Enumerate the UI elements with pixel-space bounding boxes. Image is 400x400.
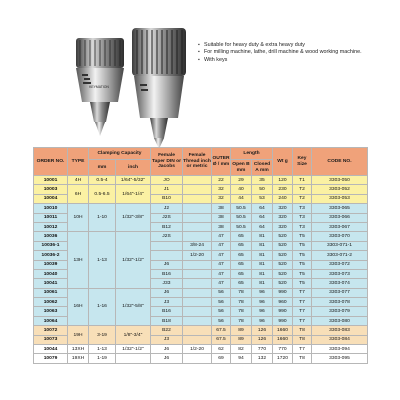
code-cell: 3303-072: [312, 260, 368, 269]
thread-cell: [183, 176, 212, 185]
closed-cell: 81: [252, 251, 273, 260]
code-cell: 3303-073: [312, 269, 368, 278]
inch-cell: [116, 354, 151, 363]
key-cell: T7: [293, 298, 312, 307]
spec-table: [33, 147, 368, 364]
order-no-cell: 10011: [34, 213, 68, 222]
key-cell: T8: [293, 326, 312, 335]
key-cell: T3: [293, 222, 312, 231]
order-no-cell: 10004: [34, 194, 68, 203]
wt-cell: 240: [273, 194, 293, 203]
taper-cell: J6: [151, 260, 183, 269]
order-no-cell: 10040: [34, 269, 68, 278]
type-cell: 13H: [68, 232, 89, 288]
order-no-cell: 10036-1: [34, 241, 68, 250]
taper-cell: B16: [151, 307, 183, 316]
taper-cell: J6: [151, 345, 183, 354]
order-no-cell: 10039: [34, 260, 68, 269]
small-drill-chuck-image: [70, 32, 130, 140]
open-cell: 50.5: [231, 204, 252, 213]
order-no-cell: 10012: [34, 222, 68, 231]
key-cell: T8: [293, 335, 312, 344]
outer-cell: 38: [212, 222, 231, 231]
key-cell: T5: [293, 269, 312, 278]
outer-cell: 47: [212, 260, 231, 269]
order-no-cell: 10062: [34, 298, 68, 307]
open-cell: 89: [231, 335, 252, 344]
closed-cell: 132: [252, 354, 273, 363]
key-cell: T5: [293, 279, 312, 288]
mm-cell: 0.5-6.5: [89, 185, 116, 204]
wt-cell: 520: [273, 279, 293, 288]
outer-cell: 22: [212, 176, 231, 185]
wt-cell: 520: [273, 269, 293, 278]
order-no-cell: 10073: [34, 335, 68, 344]
wt-cell: 520: [273, 260, 293, 269]
code-cell: 3303-077: [312, 288, 368, 297]
code-cell: 3303-074: [312, 279, 368, 288]
table-row: [34, 326, 368, 335]
code-cell: 3303-071-1: [312, 241, 368, 250]
header-taper: Female Taper DIN or Jacobs: [151, 148, 183, 176]
closed-cell: 81: [252, 241, 273, 250]
wt-cell: 520: [273, 232, 293, 241]
type-cell: 16H: [68, 288, 89, 326]
header-thread: Female Thread inch or metric: [183, 148, 212, 176]
thread-cell: [183, 288, 212, 297]
code-cell: 3303-070: [312, 232, 368, 241]
thread-cell: [183, 194, 212, 203]
mm-cell: 1-10: [89, 204, 116, 232]
outer-cell: 69: [212, 354, 231, 363]
header-order: ORDER NO.: [34, 148, 68, 176]
code-cell: 3303-067: [312, 222, 368, 231]
thread-cell: [183, 260, 212, 269]
taper-cell: [151, 251, 183, 260]
code-cell: 3303-050: [312, 176, 368, 185]
wt-cell: 520: [273, 251, 293, 260]
type-cell: 19H: [68, 326, 89, 345]
table-row: [34, 288, 368, 297]
wt-cell: 120: [273, 176, 293, 185]
code-cell: 3303-080: [312, 316, 368, 325]
open-cell: 94: [231, 354, 252, 363]
closed-cell: 64: [252, 222, 273, 231]
closed-cell: 81: [252, 279, 273, 288]
wt-cell: 990: [273, 316, 293, 325]
key-cell: T5: [293, 241, 312, 250]
closed-cell: 81: [252, 269, 273, 278]
outer-cell: 32: [212, 185, 231, 194]
mm-cell: 1-19: [89, 354, 116, 363]
feature-item: ▪ With keys: [198, 57, 398, 64]
table-row: [34, 204, 368, 213]
order-no-cell: 10036: [34, 232, 68, 241]
thread-cell: [183, 185, 212, 194]
mm-cell: 0.5-4: [89, 176, 116, 185]
taper-cell: J6: [151, 288, 183, 297]
header-weight: Wt g: [273, 148, 293, 176]
thread-cell: [183, 269, 212, 278]
wt-cell: 960: [273, 298, 293, 307]
code-cell: 3303-094: [312, 345, 368, 354]
thread-cell: 1/2-20: [183, 251, 212, 260]
feature-list: [198, 42, 398, 64]
feature-item: ▪ For milling machine, lathe, drill machine & wood working machine.: [198, 49, 398, 56]
open-cell: 89: [231, 326, 252, 335]
open-cell: 65: [231, 241, 252, 250]
open-cell: 78: [231, 288, 252, 297]
mm-cell: 1-13: [89, 232, 116, 288]
wt-cell: 990: [273, 307, 293, 316]
closed-cell: 35: [252, 176, 273, 185]
wt-cell: 990: [273, 288, 293, 297]
order-no-cell: 10072: [34, 326, 68, 335]
header-closed: Closed A mm: [252, 160, 273, 176]
wt-cell: 230: [273, 185, 293, 194]
wt-cell: 770: [273, 345, 293, 354]
mm-cell: 1-13: [89, 345, 116, 354]
header-length: Length: [231, 148, 273, 160]
key-cell: T3: [293, 204, 312, 213]
open-cell: 65: [231, 269, 252, 278]
outer-cell: 47: [212, 241, 231, 250]
key-cell: T7: [293, 345, 312, 354]
type-cell: 13XH: [68, 345, 89, 354]
mm-cell: 3-19: [89, 326, 116, 345]
code-cell: 3303-066: [312, 213, 368, 222]
taper-cell: B22: [151, 326, 183, 335]
wt-cell: 520: [273, 241, 293, 250]
thread-cell: [183, 354, 212, 363]
taper-cell: J6: [151, 354, 183, 363]
outer-cell: 47: [212, 279, 231, 288]
closed-cell: 96: [252, 316, 273, 325]
closed-cell: 126: [252, 335, 273, 344]
inch-cell: 1/64"-1/4": [116, 185, 151, 204]
code-cell: 3303-084: [312, 335, 368, 344]
code-cell: 3303-083: [312, 326, 368, 335]
taper-cell: JO: [151, 176, 183, 185]
feature-item: ▪ Suitable for heavy duty & extra heavy duty: [198, 42, 398, 49]
open-cell: 78: [231, 298, 252, 307]
inch-cell: 1/64"-5/32": [116, 176, 151, 185]
table-row: [34, 345, 368, 354]
table-row: [34, 354, 368, 363]
code-cell: 3303-065: [312, 204, 368, 213]
closed-cell: 96: [252, 307, 273, 316]
header-outer: OUTER Ø / mm: [212, 148, 231, 176]
key-cell: T5: [293, 232, 312, 241]
thread-cell: [183, 232, 212, 241]
key-cell: T2: [293, 194, 312, 203]
key-cell: T1: [293, 176, 312, 185]
closed-cell: 96: [252, 288, 273, 297]
code-cell: 3303-052: [312, 185, 368, 194]
closed-cell: 126: [252, 326, 273, 335]
table-row: [34, 232, 368, 241]
outer-cell: 67.5: [212, 335, 231, 344]
thread-cell: [183, 298, 212, 307]
header-type: TYPE: [68, 148, 89, 176]
closed-cell: 81: [252, 260, 273, 269]
thread-cell: [183, 204, 212, 213]
thread-cell: [183, 222, 212, 231]
header-open: Open B mm: [231, 160, 252, 176]
closed-cell: 53: [252, 194, 273, 203]
order-no-cell: 10063: [34, 307, 68, 316]
open-cell: 78: [231, 316, 252, 325]
table-row: [34, 185, 368, 194]
taper-cell: [151, 241, 183, 250]
order-no-cell: 10003: [34, 185, 68, 194]
closed-cell: 64: [252, 213, 273, 222]
brand-mark-small: KEYMATION: [89, 85, 109, 89]
wt-cell: 320: [273, 204, 293, 213]
outer-cell: 38: [212, 213, 231, 222]
taper-cell: J33: [151, 279, 183, 288]
closed-cell: 770: [252, 345, 273, 354]
taper-cell: J3: [151, 298, 183, 307]
inch-cell: 1/32"-3/8": [116, 204, 151, 232]
order-no-cell: 10041: [34, 279, 68, 288]
thread-cell: [183, 326, 212, 335]
outer-cell: 47: [212, 269, 231, 278]
thread-cell: [183, 316, 212, 325]
header-inch: inch: [116, 160, 151, 176]
open-cell: 65: [231, 260, 252, 269]
closed-cell: 96: [252, 298, 273, 307]
outer-cell: 56: [212, 307, 231, 316]
header-clamping: Clamping Capacity: [89, 148, 151, 160]
code-cell: 3303-079: [312, 307, 368, 316]
key-cell: T2: [293, 185, 312, 194]
key-cell: T5: [293, 260, 312, 269]
key-cell: T8: [293, 354, 312, 363]
wt-cell: 320: [273, 222, 293, 231]
outer-cell: 32: [212, 194, 231, 203]
thread-cell: [183, 279, 212, 288]
type-cell: 4H: [68, 176, 89, 185]
wt-cell: 320: [273, 213, 293, 222]
inch-cell: 1/32"-1/2": [116, 345, 151, 354]
wt-cell: 1660: [273, 335, 293, 344]
mm-cell: 1-16: [89, 288, 116, 326]
open-cell: 82: [231, 345, 252, 354]
thread-cell: [183, 213, 212, 222]
table-row: [34, 176, 368, 185]
order-no-cell: 10079: [34, 354, 68, 363]
closed-cell: 64: [252, 204, 273, 213]
taper-cell: J2: [151, 204, 183, 213]
type-cell: 6H: [68, 185, 89, 204]
outer-cell: 56: [212, 316, 231, 325]
inch-cell: 1/8"-3/4": [116, 326, 151, 345]
closed-cell: 81: [252, 232, 273, 241]
key-cell: T7: [293, 307, 312, 316]
taper-cell: J1: [151, 185, 183, 194]
outer-cell: 67.5: [212, 326, 231, 335]
outer-cell: 56: [212, 298, 231, 307]
taper-cell: B12: [151, 222, 183, 231]
key-cell: T7: [293, 288, 312, 297]
code-cell: 3303-071-2: [312, 251, 368, 260]
order-no-cell: 10001: [34, 176, 68, 185]
thread-cell: 1/2-20: [183, 345, 212, 354]
code-cell: 3303-053: [312, 194, 368, 203]
thread-cell: 3/8-24: [183, 241, 212, 250]
open-cell: 65: [231, 232, 252, 241]
order-no-cell: 10036-2: [34, 251, 68, 260]
wt-cell: 1720: [273, 354, 293, 363]
thread-cell: [183, 307, 212, 316]
open-cell: 40: [231, 185, 252, 194]
header-code: CODE NO.: [312, 148, 368, 176]
type-cell: 10H: [68, 204, 89, 232]
open-cell: 65: [231, 279, 252, 288]
taper-cell: B18: [151, 316, 183, 325]
key-cell: T7: [293, 316, 312, 325]
order-no-cell: 10010: [34, 204, 68, 213]
spec-table-body: [34, 176, 368, 364]
code-cell: 3303-095: [312, 354, 368, 363]
open-cell: 78: [231, 307, 252, 316]
type-cell: 19XH: [68, 354, 89, 363]
open-cell: 44: [231, 194, 252, 203]
thread-cell: [183, 335, 212, 344]
outer-cell: 62: [212, 345, 231, 354]
large-drill-chuck-image: [128, 18, 190, 153]
open-cell: 50.5: [231, 222, 252, 231]
code-cell: 3303-078: [312, 298, 368, 307]
closed-cell: 50: [252, 185, 273, 194]
order-no-cell: 10044: [34, 345, 68, 354]
order-no-cell: 10061: [34, 288, 68, 297]
taper-cell: J2S: [151, 232, 183, 241]
open-cell: 29: [231, 176, 252, 185]
header-key-size: Key Size: [293, 148, 312, 176]
open-cell: 65: [231, 251, 252, 260]
outer-cell: 56: [212, 288, 231, 297]
key-cell: T5: [293, 251, 312, 260]
inch-cell: 1/32"-1/2": [116, 232, 151, 288]
order-no-cell: 10064: [34, 316, 68, 325]
taper-cell: B16: [151, 269, 183, 278]
outer-cell: 47: [212, 232, 231, 241]
inch-cell: 1/32"-5/8": [116, 288, 151, 326]
key-cell: T3: [293, 213, 312, 222]
taper-cell: B10: [151, 194, 183, 203]
taper-cell: J2S: [151, 213, 183, 222]
taper-cell: J3: [151, 335, 183, 344]
outer-cell: 38: [212, 204, 231, 213]
wt-cell: 1660: [273, 326, 293, 335]
header-mm: mm: [89, 160, 116, 176]
outer-cell: 47: [212, 251, 231, 260]
open-cell: 50.5: [231, 213, 252, 222]
